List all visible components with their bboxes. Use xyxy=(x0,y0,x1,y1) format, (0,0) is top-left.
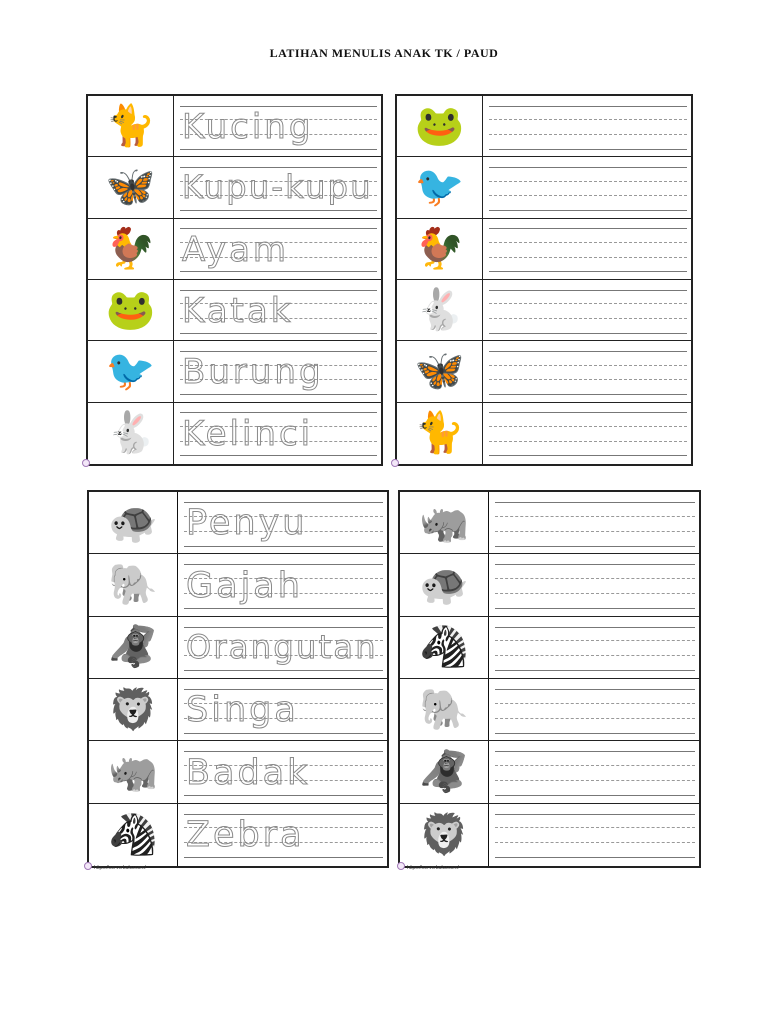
guide-line xyxy=(495,655,695,656)
worksheet-row xyxy=(89,804,387,866)
tracing-word: Singa xyxy=(186,690,299,731)
worksheet-row xyxy=(400,492,699,554)
writing-lines xyxy=(178,617,387,678)
guide-line xyxy=(495,689,695,690)
writing-lines xyxy=(178,554,387,615)
guide-line xyxy=(489,318,687,319)
guide-line xyxy=(489,333,687,334)
guide-line xyxy=(495,703,695,704)
writing-lines xyxy=(483,219,691,279)
guide-line xyxy=(180,271,377,272)
guide-line xyxy=(495,751,695,752)
tracing-word: Penyu xyxy=(186,503,308,544)
writing-lines xyxy=(178,679,387,740)
guide-line xyxy=(495,578,695,579)
guide-line xyxy=(489,351,687,352)
tracing-word: Kucing xyxy=(182,107,314,148)
worksheet-row xyxy=(397,403,691,464)
guide-line xyxy=(180,210,377,211)
worksheet-row xyxy=(397,96,691,157)
writing-lines xyxy=(178,492,387,553)
tracing-word: Ayam xyxy=(182,229,290,270)
guide-line xyxy=(489,242,687,243)
worksheet-bottom-right xyxy=(398,490,701,868)
watermark-logo-icon xyxy=(84,862,92,870)
rabbit-icon: 🐇 xyxy=(397,280,483,340)
tracing-word: Zebra xyxy=(186,814,305,855)
frog-icon: 🐸 xyxy=(397,96,483,156)
guide-line xyxy=(184,608,383,609)
tracing-word: Gajah xyxy=(186,565,303,606)
writing-lines xyxy=(489,741,699,802)
guide-line xyxy=(495,795,695,796)
worksheet-row xyxy=(397,280,691,341)
watermark-logo-icon xyxy=(391,459,399,467)
writing-lines xyxy=(489,492,699,553)
writing-lines xyxy=(174,96,381,156)
guide-line xyxy=(495,516,695,517)
worksheet-row xyxy=(88,280,381,341)
worksheet-row xyxy=(400,554,699,616)
frog-icon: 🐸 xyxy=(88,280,174,340)
writing-lines xyxy=(178,804,387,866)
tracing-word: Burung xyxy=(182,352,324,393)
writing-lines xyxy=(174,403,381,464)
guide-line xyxy=(495,718,695,719)
tracing-word: Katak xyxy=(182,291,294,332)
writing-lines xyxy=(489,554,699,615)
guide-line xyxy=(489,303,687,304)
writing-lines xyxy=(174,280,381,340)
tracing-word: Orangutan xyxy=(186,627,378,666)
writing-lines xyxy=(174,157,381,217)
writing-lines xyxy=(483,96,691,156)
rooster-icon: 🐓 xyxy=(88,219,174,279)
guide-line xyxy=(495,531,695,532)
writing-lines xyxy=(489,679,699,740)
worksheet-row xyxy=(400,741,699,803)
guide-line xyxy=(495,502,695,503)
guide-line xyxy=(180,455,377,456)
guide-line xyxy=(184,546,383,547)
guide-line xyxy=(180,394,377,395)
worksheet-row xyxy=(88,96,381,157)
elephant-icon: 🐘 xyxy=(89,554,178,615)
tracing-word: Badak xyxy=(186,752,311,793)
worksheet-row xyxy=(89,492,387,554)
cat-icon: 🐈 xyxy=(88,96,174,156)
guide-line xyxy=(489,195,687,196)
writing-lines xyxy=(174,219,381,279)
guide-line xyxy=(495,627,695,628)
tracing-word: Kelinci xyxy=(182,413,314,454)
guide-line xyxy=(489,379,687,380)
guide-line xyxy=(495,640,695,641)
writing-lines xyxy=(489,804,699,866)
worksheet-row xyxy=(89,617,387,679)
cat-icon: 🐈 xyxy=(397,403,483,464)
watermark-logo-icon xyxy=(397,862,405,870)
guide-line xyxy=(495,670,695,671)
worksheet-row xyxy=(88,403,381,464)
rhinoceros-icon: 🦏 xyxy=(89,741,178,802)
guide-line xyxy=(489,271,687,272)
guide-line xyxy=(489,290,687,291)
guide-line xyxy=(495,857,695,858)
guide-line xyxy=(184,733,383,734)
writing-lines xyxy=(483,341,691,401)
butterfly-icon: 🦋 xyxy=(397,341,483,401)
writing-lines xyxy=(483,157,691,217)
guide-line xyxy=(495,733,695,734)
bird-icon: 🐦 xyxy=(397,157,483,217)
tracing-word: Kupu-kupu xyxy=(182,168,373,207)
worksheet-row xyxy=(400,804,699,866)
guide-line xyxy=(495,780,695,781)
guide-line xyxy=(495,765,695,766)
bird-icon: 🐦 xyxy=(88,341,174,401)
guide-line xyxy=(495,593,695,594)
guide-line xyxy=(489,106,687,107)
guide-line xyxy=(489,134,687,135)
guide-line xyxy=(180,149,377,150)
guide-line xyxy=(489,181,687,182)
rooster-icon: 🐓 xyxy=(397,219,483,279)
guide-line xyxy=(489,455,687,456)
butterfly-icon: 🦋 xyxy=(88,157,174,217)
writing-lines xyxy=(483,280,691,340)
zebra-icon: 🦓 xyxy=(400,617,489,678)
guide-line xyxy=(180,333,377,334)
watermark-logo-icon xyxy=(82,459,90,467)
guide-line xyxy=(495,564,695,565)
guide-line xyxy=(489,257,687,258)
worksheet-row xyxy=(400,617,699,679)
guide-line xyxy=(489,441,687,442)
guide-line xyxy=(489,119,687,120)
turtle-icon: 🐢 xyxy=(89,492,178,553)
worksheet-row xyxy=(400,679,699,741)
writing-lines xyxy=(483,403,691,464)
worksheet-row xyxy=(88,157,381,218)
guide-line xyxy=(495,842,695,843)
zebra-icon: 🦓 xyxy=(89,804,178,866)
worksheet-top-left xyxy=(86,94,383,466)
writing-lines xyxy=(178,741,387,802)
guide-line xyxy=(184,857,383,858)
orangutan-icon: 🦧 xyxy=(400,741,489,802)
credit-link-text: https://serverbaku.com/ xyxy=(94,865,146,871)
credit-link-text: https://serverbaku.com/ xyxy=(407,865,459,871)
writing-lines xyxy=(174,341,381,401)
worksheet-top-right xyxy=(395,94,693,466)
guide-line xyxy=(495,814,695,815)
guide-line xyxy=(489,167,687,168)
guide-line xyxy=(184,670,383,671)
page-title: LATIHAN MENULIS ANAK TK / PAUD xyxy=(269,46,499,60)
worksheet-row xyxy=(397,157,691,218)
lion-icon: 🦁 xyxy=(89,679,178,740)
guide-line xyxy=(489,149,687,150)
worksheet-row xyxy=(88,219,381,280)
orangutan-icon: 🦧 xyxy=(89,617,178,678)
rhinoceros-icon: 🦏 xyxy=(400,492,489,553)
guide-line xyxy=(489,394,687,395)
worksheet-bottom-left xyxy=(87,490,389,868)
worksheet-row xyxy=(397,341,691,402)
writing-lines xyxy=(489,617,699,678)
guide-line xyxy=(495,546,695,547)
turtle-icon: 🐢 xyxy=(400,554,489,615)
lion-icon: 🦁 xyxy=(400,804,489,866)
elephant-icon: 🐘 xyxy=(400,679,489,740)
guide-line xyxy=(489,412,687,413)
guide-line xyxy=(489,426,687,427)
guide-line xyxy=(495,827,695,828)
guide-line xyxy=(489,365,687,366)
guide-line xyxy=(184,795,383,796)
worksheet-row xyxy=(88,341,381,402)
worksheet-row xyxy=(397,219,691,280)
worksheet-row xyxy=(89,679,387,741)
worksheet-row xyxy=(89,554,387,616)
guide-line xyxy=(489,210,687,211)
guide-line xyxy=(495,608,695,609)
rabbit-icon: 🐇 xyxy=(88,403,174,464)
guide-line xyxy=(489,228,687,229)
worksheet-row xyxy=(89,741,387,803)
